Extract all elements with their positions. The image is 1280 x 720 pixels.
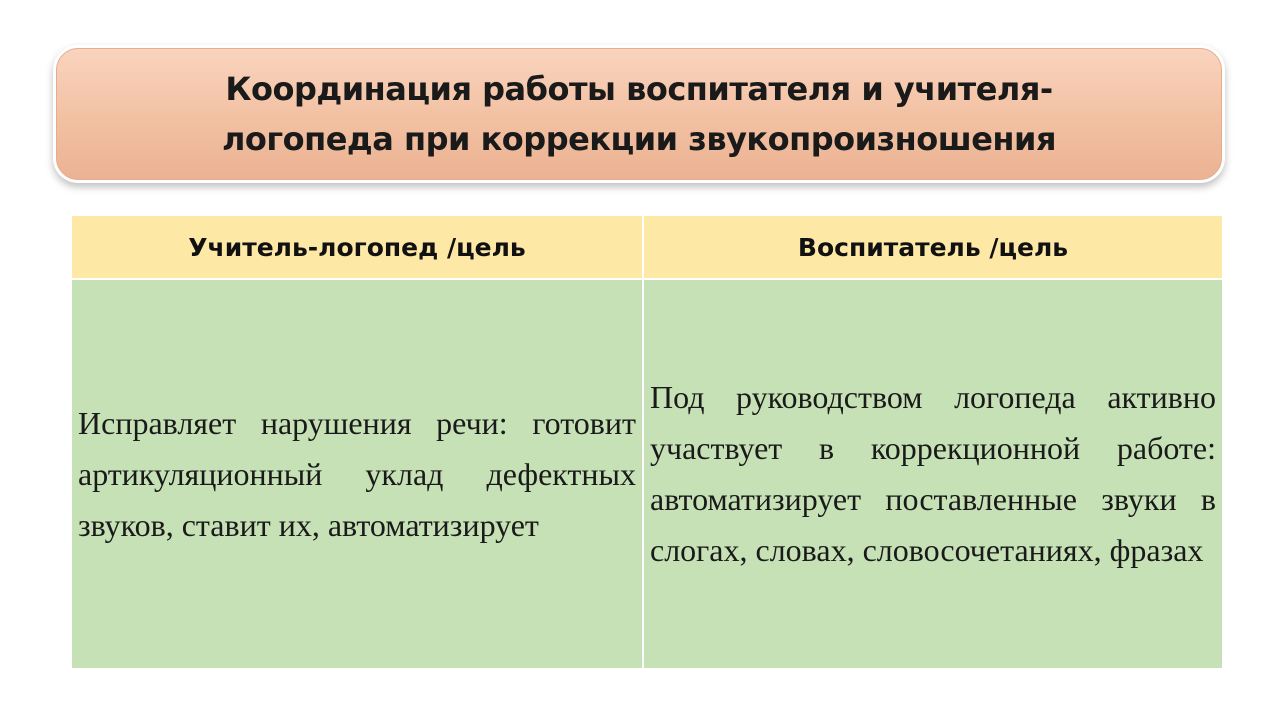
slide-title: [222, 64, 1056, 164]
header-educator: Воспитатель /цель: [643, 215, 1223, 279]
cell-educator-goal: Под руководством логопеда активно участвует в коррекционной работе: автоматизирует поставленные звуки в слогах, словах, словосочетаниях, фразах: [643, 279, 1223, 669]
title-box: [56, 48, 1222, 180]
table-row: [71, 279, 1223, 669]
header-speech-therapist: Учитель-логопед /цель: [71, 215, 643, 279]
cell-speech-therapist-goal: Исправляет нарушения речи: готовит артикуляционный уклад дефектных звуков, ставит их, автоматизирует: [71, 279, 643, 669]
title-line-1: Координация работы воспитателя и учителя-: [225, 70, 1053, 108]
table-header-row: [71, 215, 1223, 279]
title-line-2: логопеда при коррекции звукопроизношения: [221, 120, 1056, 158]
comparison-table: [70, 214, 1224, 670]
